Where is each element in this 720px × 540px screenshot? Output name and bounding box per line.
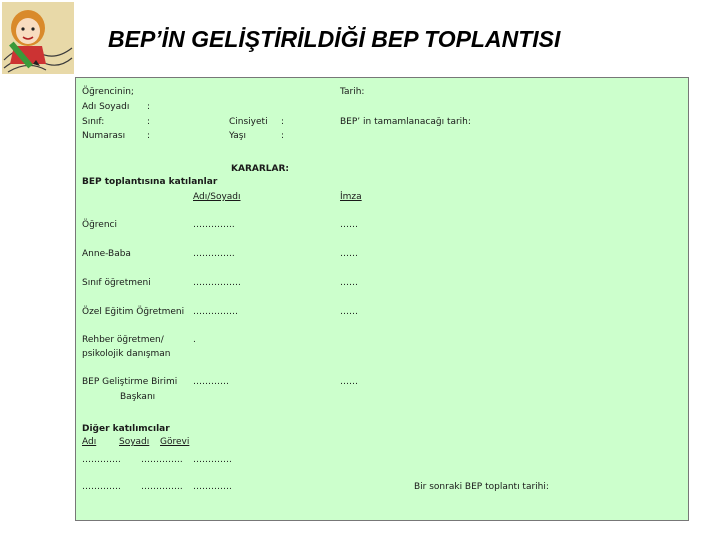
next-meeting-date-label: Bir sonraki BEP toplantı tarihi:: [414, 482, 549, 492]
girl-with-pencil-logo: [2, 2, 74, 74]
participant-signature-field: ……: [340, 307, 358, 317]
other-surname-field: …………..: [141, 482, 183, 492]
others-col-name: Adı: [82, 437, 97, 447]
unit-head-role-line2: Başkanı: [120, 392, 156, 402]
participant-signature-field: ……: [340, 249, 358, 259]
other-role-field: ………….: [193, 455, 232, 465]
name-label: Adı Soyadı: [82, 102, 130, 112]
class-colon: :: [147, 117, 151, 127]
participant-role: Anne-Baba: [82, 249, 131, 259]
participant-signature-field: ……: [340, 278, 358, 288]
participant-name-field: ……………: [193, 307, 238, 317]
number-label: Numarası: [82, 131, 126, 141]
participant-role: Öğrenci: [82, 220, 117, 230]
participant-name-field: …………….: [193, 278, 241, 288]
unit-head-name-field: …………: [193, 377, 229, 387]
participants-header: BEP toplantısına katılanlar: [82, 177, 218, 187]
completion-date-label: BEP’ in tamamlanacağı tarih:: [340, 117, 471, 127]
participant-role: Özel Eğitim Öğretmeni: [82, 307, 185, 317]
other-name-field: ………….: [82, 455, 121, 465]
bep-form: [75, 77, 689, 521]
gender-label: Cinsiyeti: [229, 117, 268, 127]
age-colon: :: [281, 131, 285, 141]
others-col-surname: Soyadı: [119, 437, 150, 447]
unit-head-signature-field: ……: [340, 377, 358, 387]
other-role-field: ………….: [193, 482, 232, 492]
other-surname-field: …………..: [141, 455, 183, 465]
unit-head-role-line1: BEP Geliştirme Birimi: [82, 377, 178, 387]
counselor-role-line2: psikolojik danışman: [82, 349, 171, 359]
other-name-field: ………….: [82, 482, 121, 492]
decisions-label: KARARLAR:: [231, 164, 289, 174]
col-signature-header: İmza: [340, 192, 362, 202]
date-label: Tarih:: [340, 87, 365, 97]
participant-signature-field: ……: [340, 220, 358, 230]
page-title: BEP’İN GELİŞTİRİLDİĞİ BEP TOPLANTISI: [108, 26, 561, 52]
number-colon: :: [147, 131, 151, 141]
counselor-role-line1: Rehber öğretmen/: [82, 335, 164, 345]
name-colon: :: [147, 102, 151, 112]
participant-name-field: …………..: [193, 249, 235, 259]
other-participants-header: Diğer katılımcılar: [82, 424, 170, 434]
col-name-header: Adı/Soyadı: [193, 192, 241, 202]
gender-colon: :: [281, 117, 285, 127]
counselor-name-field: .: [193, 335, 196, 345]
participant-name-field: …………..: [193, 220, 235, 230]
participant-role: Sınıf öğretmeni: [82, 278, 151, 288]
age-label: Yaşı: [229, 131, 246, 141]
class-label: Sınıf:: [82, 117, 105, 127]
student-header: Öğrencinin;: [82, 87, 134, 97]
others-col-role: Görevi: [160, 437, 190, 447]
